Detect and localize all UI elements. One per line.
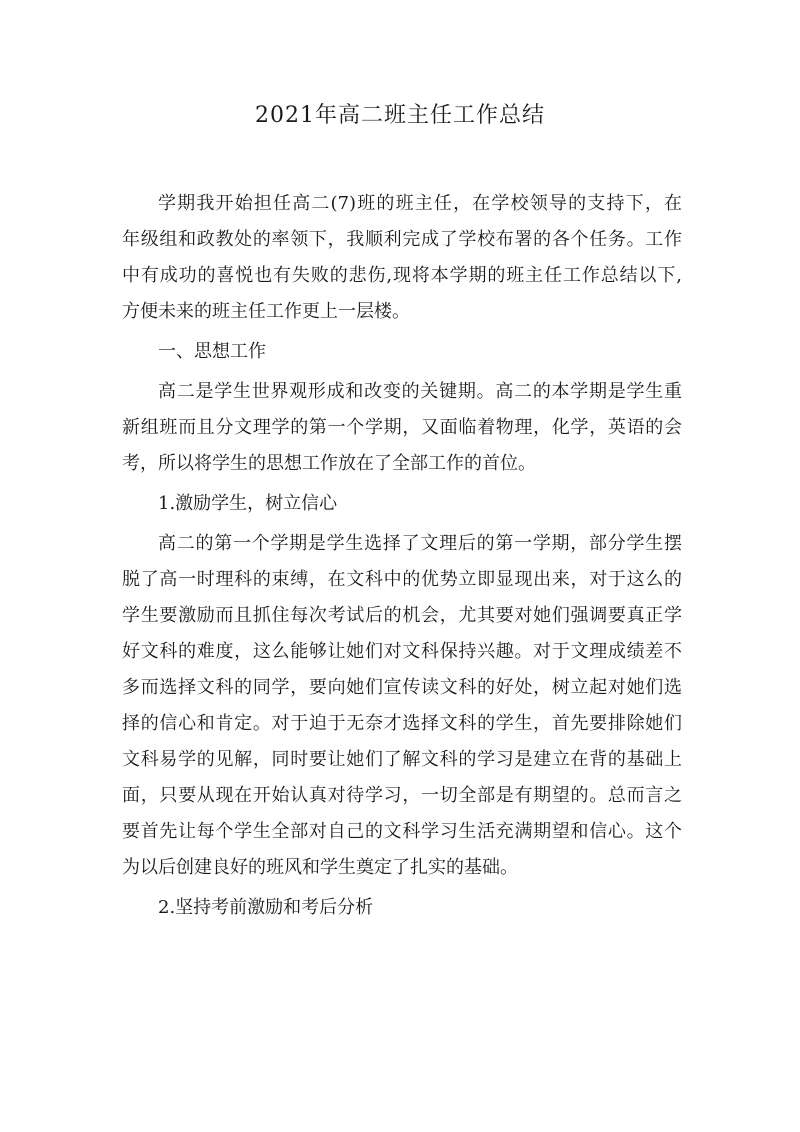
text-line: 要首先让每个学生全部对自己的文科学习生活充满期望和信心。这个: [122, 821, 682, 842]
subsection-heading-encourage: 1.激励学生，树立信心: [158, 493, 338, 514]
text-line: 脱了高一时理科的束缚，在文科中的优势立即显现出来，对于这么的: [122, 569, 682, 590]
text-line: 择的信心和肯定。对于迫于无奈才选择文科的学生，首先要排除她们: [122, 713, 682, 734]
section-heading-thought-work: 一、思想工作: [158, 341, 266, 362]
text-line: 考，所以将学生的思想工作放在了全部工作的首位。: [122, 453, 536, 474]
text-line: 方便未来的班主任工作更上一层楼。: [122, 301, 410, 322]
text-line: 学生要激励而且抓住每次考试后的机会，尤其要对她们强调要真正学: [122, 605, 682, 626]
text-line: 文科易学的见解，同时要让她们了解文科的学习是建立在背的基础上: [122, 749, 682, 770]
paragraph-encourage: [122, 526, 682, 886]
text-line: 中有成功的喜悦也有失败的悲伤,现将本学期的班主任工作总结以下,: [122, 265, 682, 286]
document-body: [122, 186, 682, 926]
document-title: 2021年高二班主任工作总结: [255, 103, 545, 128]
text-line: 高二的第一个学期是学生选择了文理后的第一学期，部分学生摆: [158, 533, 682, 554]
text-line: 学期我开始担任高二(7)班的班主任，在学校领导的支持下，在: [158, 193, 682, 214]
text-line: 年级组和政教处的率领下，我顺利完成了学校布署的各个任务。工作: [122, 229, 682, 250]
text-line: 高二是学生世界观形成和改变的关键期。高二的本学期是学生重: [158, 381, 682, 402]
text-line: 好文科的难度，这么能够让她们对文科保持兴趣。对于文理成绩差不: [122, 641, 682, 662]
paragraph-thought-work: [122, 374, 682, 482]
text-line: 多而选择文科的同学，要向她们宣传读文科的好处，树立起对她们选: [122, 677, 682, 698]
paragraph-intro: [122, 186, 682, 330]
subsection-heading-exam-analysis: 2.坚持考前激励和考后分析: [158, 897, 374, 918]
text-line: 新组班而且分文理学的第一个学期，又面临着物理，化学，英语的会: [122, 417, 682, 438]
text-line: 为以后创建良好的班风和学生奠定了扎实的基础。: [122, 857, 518, 878]
text-line: 面，只要从现在开始认真对待学习，一切全部是有期望的。总而言之: [122, 785, 682, 806]
